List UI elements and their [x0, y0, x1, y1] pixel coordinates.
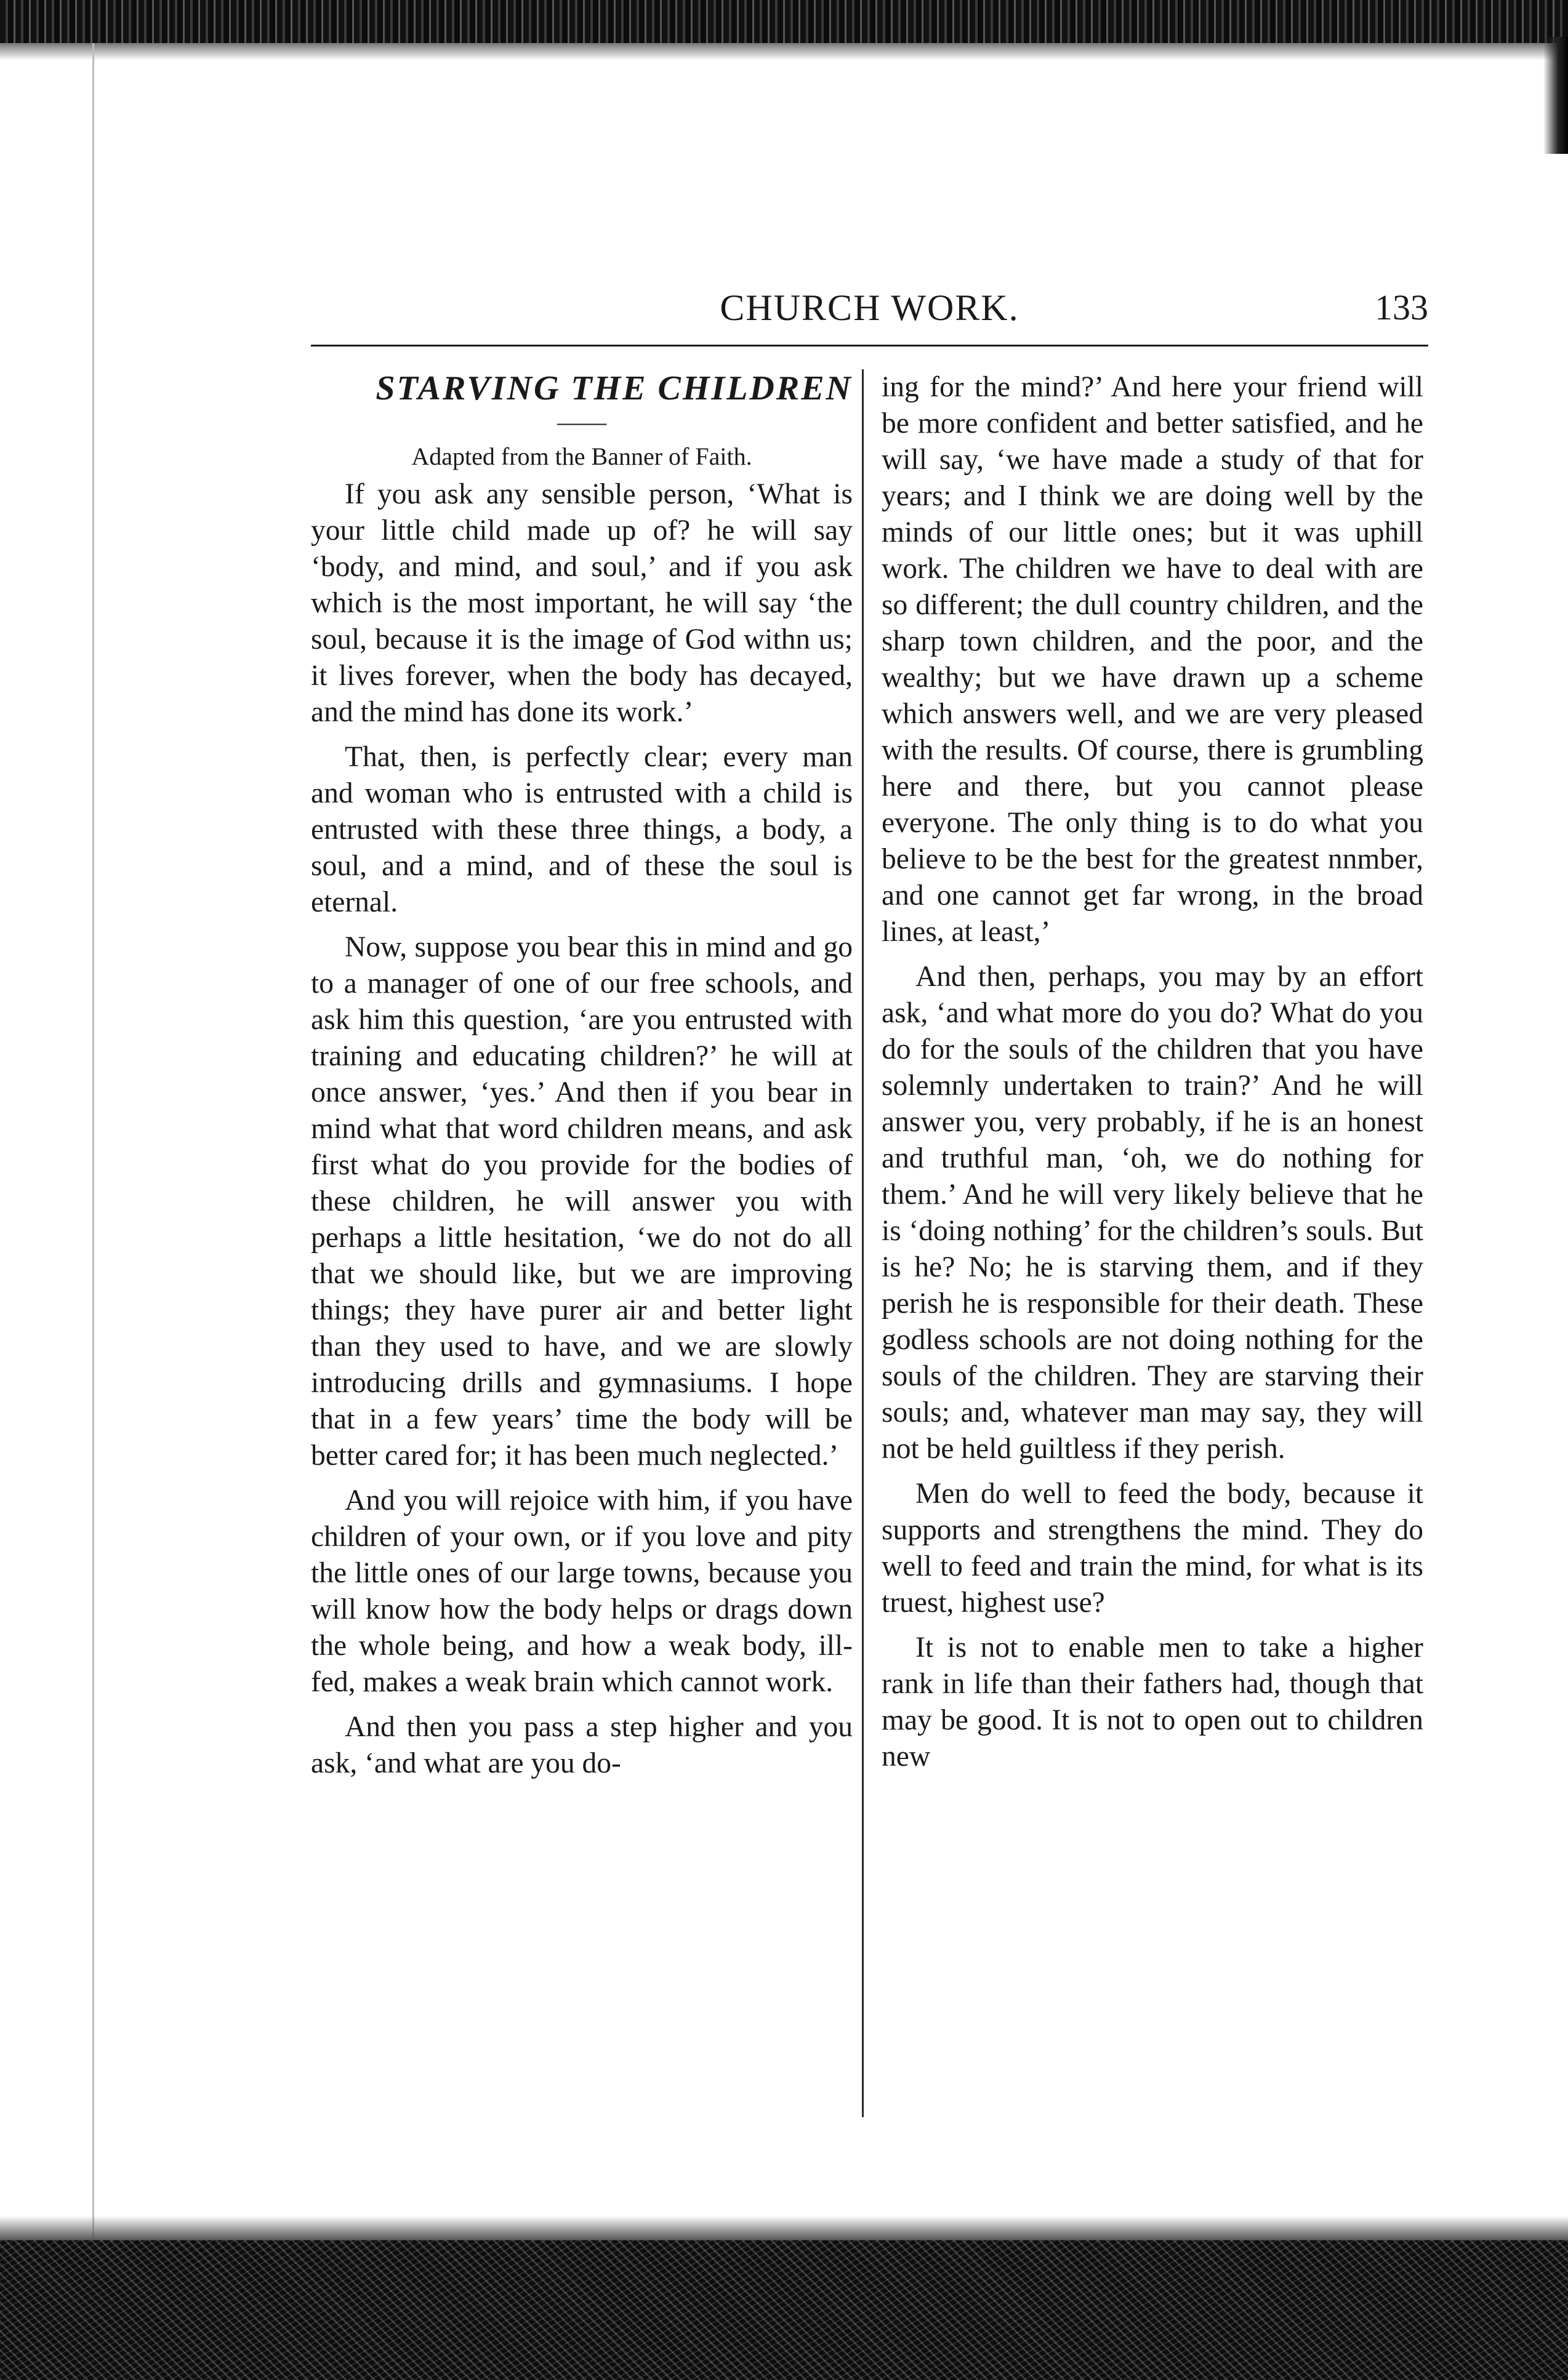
scan-border-bottom [0, 2240, 1568, 2380]
paragraph: And you will rejoice with him, if you have children of your own, or if you love and pity the little ones of our large towns, because you will know how the body helps or drags down the whole being, and how a weak body, ill-fed, makes a weak brain which cannot work. [311, 1484, 853, 1698]
header-rule [311, 345, 1428, 347]
paragraph: It is not to enable men to take a higher rank in life than their fathers had, though that may be good. It is not to open out to children new [882, 1632, 1423, 1773]
column-divider [862, 369, 864, 2117]
page-curl-edge [1543, 37, 1568, 154]
running-head: CHURCH WORK. [720, 287, 1019, 328]
page-number: 133 [1375, 287, 1428, 327]
paragraph: That, then, is perfectly clear; every man and woman who is entrusted with a child is entrusted with these three things, a body, a soul, and a mind, and of these the soul is eternal. [311, 741, 853, 918]
scan-shadow-top [0, 43, 1568, 60]
binding-margin-line [92, 43, 94, 2240]
paragraph: And then, perhaps, you may by an effort ask, ‘and what more do you do? What do you do for the souls of the children that you have solemnly undertaken to train?’ And he will answer you, very probably, if he is an honest and truthful man, ‘oh, we do nothing for them.’ And he will very likely believe that he is ‘doing nothing’ for the children’s souls. But is he? No; he is starving them, and if they perish he is responsible for their death. These godless schools are not doing nothing for the souls of the children. They are starving their souls; and, whatever man may say, they will not be held guiltless if they perish. [882, 961, 1423, 1465]
paragraph: And then you pass a step higher and you ask, ‘and what are you do- [311, 1711, 853, 1779]
left-column [311, 369, 853, 1782]
page-header [311, 283, 1428, 332]
article-title: STARVING THE CHILDREN [376, 369, 853, 407]
title-dash: —— [557, 408, 606, 436]
paragraph: Men do well to feed the body, because it supports and strengthens the mind. They do well to feed and train the mind, for what is its truest, highest use? [882, 1478, 1423, 1619]
scan-border-top [0, 0, 1568, 43]
source-line: Adapted from the Banner of Faith. [411, 443, 752, 470]
paragraph: Now, suppose you bear this in mind and go to a manager of one of our free schools, and ask him this question, ‘are you entrusted with training and educating children?’ he will at once answer, ‘yes.’ And then if you bear in mind what that word children means, and ask first what do you provide for the bodies of these children, he will answer you with perhaps a little hesitation, ‘we do not do all that we should like, but we are improving things; they have purer air and better light than they used to have, and we are slowly introducing drills and gymnasiums. I hope that in a few years’ time the body will be better cared for; it has been much neglected.’ [311, 931, 853, 1472]
paragraph-continuation: ing for the mind?’ And here your friend will be more confident and better satisfied, and he will say, ‘we have made a study of that for years; and I think we are doing well by the minds of our little ones; but it was uphill work. The children we have to deal with are so different; the dull country children, and the sharp town children, and the poor, and the wealthy; but we have drawn up a scheme which answers well, and we are very pleased with the results. Of course, there is grumbling here and there, but you cannot please everyone. The only thing is to do what you believe to be the best for the greatest nnmber, and one cannot get far wrong, in the broad lines, at least,’ [882, 371, 1423, 948]
right-column [882, 369, 1423, 1775]
scan-shadow-bottom [0, 2216, 1568, 2240]
paragraph: If you ask any sensible person, ‘What is your little child made up of? he will say ‘body, and mind, and soul,’ and if you ask which is the most important, he will say ‘the soul, because it is the image of God withn us; it lives forever, when the body has decayed, and the mind has done its work.’ [311, 478, 853, 728]
